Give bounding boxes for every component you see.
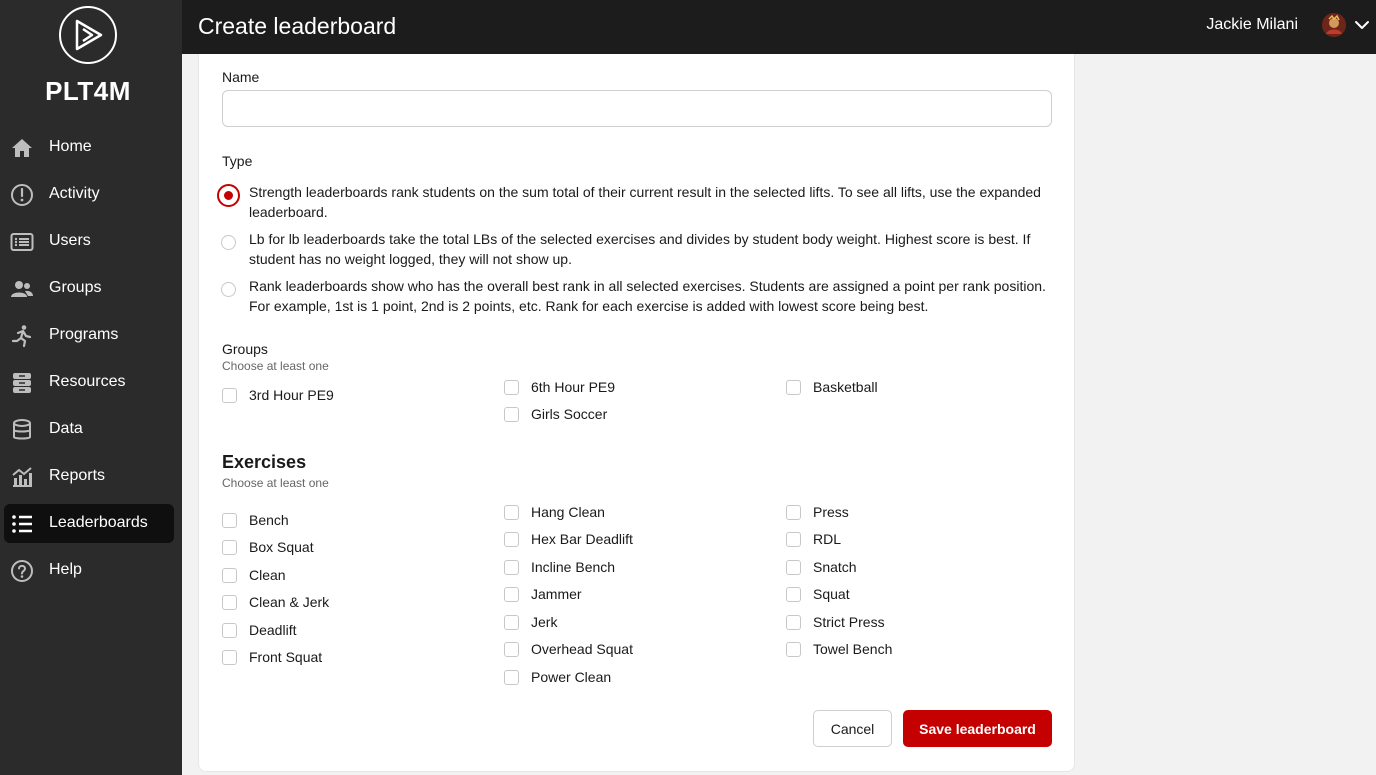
checkbox[interactable] xyxy=(504,407,519,422)
checkbox[interactable] xyxy=(786,380,801,395)
sidebar-item-label: Reports xyxy=(49,467,106,484)
checkbox[interactable] xyxy=(786,615,801,630)
type-label: Type xyxy=(222,153,253,169)
name-label: Name xyxy=(222,69,260,85)
checkbox[interactable] xyxy=(504,670,519,685)
checkbox[interactable] xyxy=(786,587,801,602)
chevron-down-icon[interactable] xyxy=(1354,17,1370,38)
cancel-button[interactable]: Cancel xyxy=(813,710,892,747)
sidebar-item-label: Programs xyxy=(49,326,119,343)
sidebar-item-data[interactable] xyxy=(4,410,174,449)
sidebar-nav xyxy=(0,128,182,598)
groups-icon xyxy=(10,277,34,301)
checkbox-label: Power Clean xyxy=(531,669,612,685)
checkbox-label: Clean & Jerk xyxy=(249,594,330,610)
sidebar-item-label: Users xyxy=(49,232,91,249)
checkbox[interactable] xyxy=(504,642,519,657)
page-title: Create leaderboard xyxy=(198,13,397,39)
brand-logo[interactable] xyxy=(0,6,182,106)
type-option-rank[interactable] xyxy=(217,277,1057,317)
brand-name: PLT4M xyxy=(45,76,131,106)
checkbox[interactable] xyxy=(786,560,801,575)
checkbox-label: Clean xyxy=(249,567,286,583)
checkbox[interactable] xyxy=(786,505,801,520)
user-name[interactable]: Jackie Milani xyxy=(1206,16,1298,33)
resources-icon xyxy=(10,371,34,395)
sidebar-item-users[interactable] xyxy=(4,222,174,261)
checkbox-label: Squat xyxy=(813,586,850,602)
leaderboards-icon xyxy=(10,512,34,536)
sidebar-item-resources[interactable] xyxy=(4,363,174,402)
sidebar-item-label: Groups xyxy=(49,279,102,296)
checkbox-label: Hex Bar Deadlift xyxy=(531,531,633,547)
checkbox-label: 6th Hour PE9 xyxy=(531,379,616,395)
checkbox[interactable] xyxy=(222,388,237,403)
play-logo-icon xyxy=(59,6,117,64)
reports-icon xyxy=(10,465,34,489)
checkbox-label: Deadlift xyxy=(249,622,297,638)
checkbox[interactable] xyxy=(504,380,519,395)
radio-label: Rank leaderboards show who has the overall best rank in all selected exercises. Students are assigned a point per rank position. For example, 1st is 1 point, 2nd is 2 points, etc. Rank for each exercise is added with lowest score being best. xyxy=(249,278,1046,314)
sidebar-item-programs[interactable] xyxy=(4,316,174,355)
activity-icon xyxy=(10,183,34,207)
top-header xyxy=(182,0,1376,54)
checkbox[interactable] xyxy=(786,642,801,657)
checkbox[interactable] xyxy=(222,540,237,555)
programs-icon xyxy=(10,324,34,348)
groups-label: Groups xyxy=(222,341,268,357)
sidebar-item-label: Home xyxy=(49,138,92,155)
name-input[interactable] xyxy=(222,90,1052,127)
save-leaderboard-button[interactable]: Save leaderboard xyxy=(903,710,1052,747)
sidebar-item-label: Leaderboards xyxy=(49,514,148,531)
checkbox[interactable] xyxy=(504,560,519,575)
checkbox-label: Box Squat xyxy=(249,539,314,555)
sidebar-item-label: Activity xyxy=(49,185,100,202)
checkbox-label: Front Squat xyxy=(249,649,323,665)
checkbox-label: Girls Soccer xyxy=(531,406,608,422)
checkbox-label: Bench xyxy=(249,512,289,528)
checkbox[interactable] xyxy=(786,532,801,547)
sidebar-item-label: Data xyxy=(49,420,83,437)
avatar[interactable] xyxy=(1322,13,1346,37)
radio-label: Strength leaderboards rank students on the sum total of their current result in the selected lifts. To see all lifts, use the expanded leaderboard. xyxy=(249,184,1041,220)
type-option-lb-for-lb[interactable] xyxy=(217,230,1057,270)
sidebar-item-reports[interactable] xyxy=(4,457,174,496)
radio-strength[interactable] xyxy=(217,184,240,207)
checkbox-label: Towel Bench xyxy=(813,641,893,657)
checkbox[interactable] xyxy=(222,568,237,583)
checkbox[interactable] xyxy=(222,650,237,665)
checkbox[interactable] xyxy=(222,623,237,638)
sidebar-item-home[interactable] xyxy=(4,128,174,167)
checkbox-label: Jammer xyxy=(531,586,582,602)
sidebar-item-leaderboards[interactable] xyxy=(4,504,174,543)
checkbox-label: Incline Bench xyxy=(531,559,616,575)
type-option-strength[interactable] xyxy=(217,183,1057,223)
checkbox-label: 3rd Hour PE9 xyxy=(249,387,334,403)
checkbox-label: Press xyxy=(813,504,849,520)
checkbox[interactable] xyxy=(504,532,519,547)
checkbox-label: Snatch xyxy=(813,559,857,575)
checkbox-label: Basketball xyxy=(813,379,878,395)
groups-hint: Choose at least one xyxy=(222,359,329,373)
sidebar-item-label: Help xyxy=(49,561,82,578)
checkbox-label: Overhead Squat xyxy=(531,641,633,657)
data-icon xyxy=(10,418,34,442)
sidebar-item-label: Resources xyxy=(49,373,126,390)
sidebar-item-help[interactable] xyxy=(4,551,174,590)
exercises-title: Exercises xyxy=(222,452,307,472)
sidebar-item-activity[interactable] xyxy=(4,175,174,214)
checkbox[interactable] xyxy=(504,587,519,602)
sidebar-item-groups[interactable] xyxy=(4,269,174,308)
radio-lb-for-lb[interactable] xyxy=(221,235,236,250)
radio-label: Lb for lb leaderboards take the total LBs of the selected exercises and divides by student body weight. Highest score is best. If student has no weight logged, they will not show up. xyxy=(249,231,1031,267)
users-icon xyxy=(10,230,34,254)
checkbox[interactable] xyxy=(504,505,519,520)
checkbox-label: Strict Press xyxy=(813,614,885,630)
exercises-hint: Choose at least one xyxy=(222,476,329,490)
checkbox-label: Jerk xyxy=(531,614,558,630)
checkbox[interactable] xyxy=(222,513,237,528)
checkbox[interactable] xyxy=(504,615,519,630)
checkbox[interactable] xyxy=(222,595,237,610)
radio-rank[interactable] xyxy=(221,282,236,297)
checkbox-label: Hang Clean xyxy=(531,504,605,520)
sidebar xyxy=(0,0,182,775)
leaderboard-form xyxy=(198,54,1075,772)
home-icon xyxy=(10,136,34,160)
help-icon xyxy=(10,559,34,583)
checkbox-label: RDL xyxy=(813,531,842,547)
